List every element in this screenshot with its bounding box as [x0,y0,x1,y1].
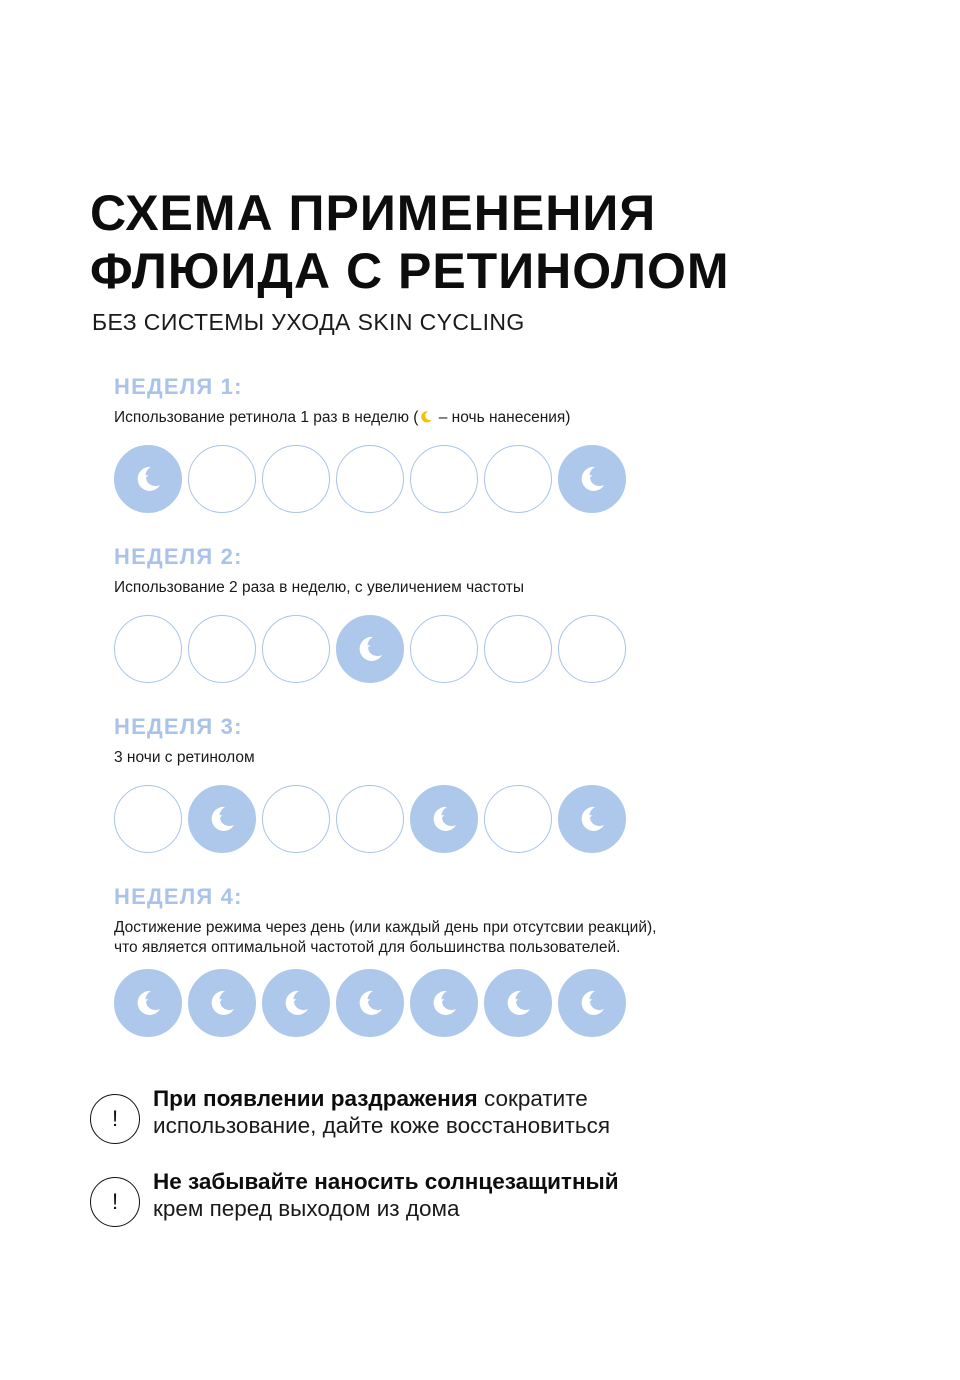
day-circle-empty [558,615,626,683]
day-circle-application [558,969,626,1037]
week-title: НЕДЕЛЯ 1: [114,374,243,399]
day-circle-application [410,969,478,1037]
day-circle-application [410,785,478,853]
moon-star-icon [503,988,533,1018]
exclamation-icon: ! [90,1094,140,1144]
day-circle-application [484,969,552,1037]
day-circle-application [558,445,626,513]
week-title: НЕДЕЛЯ 3: [114,714,243,739]
week-days-row [114,969,632,1037]
day-circle-empty [262,445,330,513]
notice-bold-text: При появлении раздражения [153,1086,478,1111]
day-circle-empty [262,615,330,683]
notice-text: Не забывайте наносить солнцезащитный крем перед выходом из дома [153,1169,619,1221]
week-2 [114,544,874,598]
moon-star-icon [133,988,163,1018]
day-circle-empty [484,785,552,853]
day-circle-empty [262,785,330,853]
week-3 [114,714,874,768]
notice-text: При появлении раздражения сократите использование, дайте коже восстановиться [153,1086,611,1138]
day-circle-empty [188,445,256,513]
moon-star-icon [429,804,459,834]
week-description: Использование ретинола 1 раз в неделю ( – ночь нанесения) [114,409,571,426]
day-circle-application [336,969,404,1037]
day-circle-empty [484,445,552,513]
title-line-2: ФЛЮИДА С РЕТИНОЛОМ [90,243,730,299]
week-days-row [114,445,632,513]
title-line-1: СХЕМА ПРИМЕНЕНИЯ [90,185,657,241]
day-circle-application [188,785,256,853]
day-circle-application [114,969,182,1037]
moon-star-icon [281,988,311,1018]
day-circle-application [336,615,404,683]
moon-star-icon [577,804,607,834]
subtitle: БЕЗ СИСТЕМЫ УХОДА SKIN CYCLING [92,309,525,335]
day-circle-empty [188,615,256,683]
week-1 [114,374,874,428]
crescent-moon-icon [419,410,433,424]
moon-star-icon [577,464,607,494]
week-description: Достижение режима через день (или каждый день при отсутсвии реакций), что является оптимальной частотой для большинства пользователей. [114,919,657,956]
day-circle-application [262,969,330,1037]
week-days-row [114,785,632,853]
moon-star-icon [355,988,385,1018]
week-description: Использование 2 раза в неделю, с увеличением частоты [114,579,524,596]
week-days-row [114,615,632,683]
day-circle-empty [410,615,478,683]
day-circle-application [114,445,182,513]
exclamation-icon: ! [90,1177,140,1227]
week-title: НЕДЕЛЯ 2: [114,544,243,569]
moon-star-icon [429,988,459,1018]
page-title [90,184,910,300]
day-circle-empty [484,615,552,683]
moon-star-icon [355,634,385,664]
week-title: НЕДЕЛЯ 4: [114,884,243,909]
week-4 [114,884,874,958]
moon-star-icon [207,804,237,834]
day-circle-empty [336,785,404,853]
moon-star-icon [207,988,237,1018]
day-circle-application [558,785,626,853]
day-circle-empty [114,615,182,683]
week-description: 3 ночи с ретинолом [114,749,255,766]
notice-bold-text: Не забывайте наносить солнцезащитный [153,1169,619,1194]
day-circle-empty [336,445,404,513]
moon-star-icon [133,464,163,494]
day-circle-empty [114,785,182,853]
day-circle-application [188,969,256,1037]
day-circle-empty [410,445,478,513]
moon-star-icon [577,988,607,1018]
